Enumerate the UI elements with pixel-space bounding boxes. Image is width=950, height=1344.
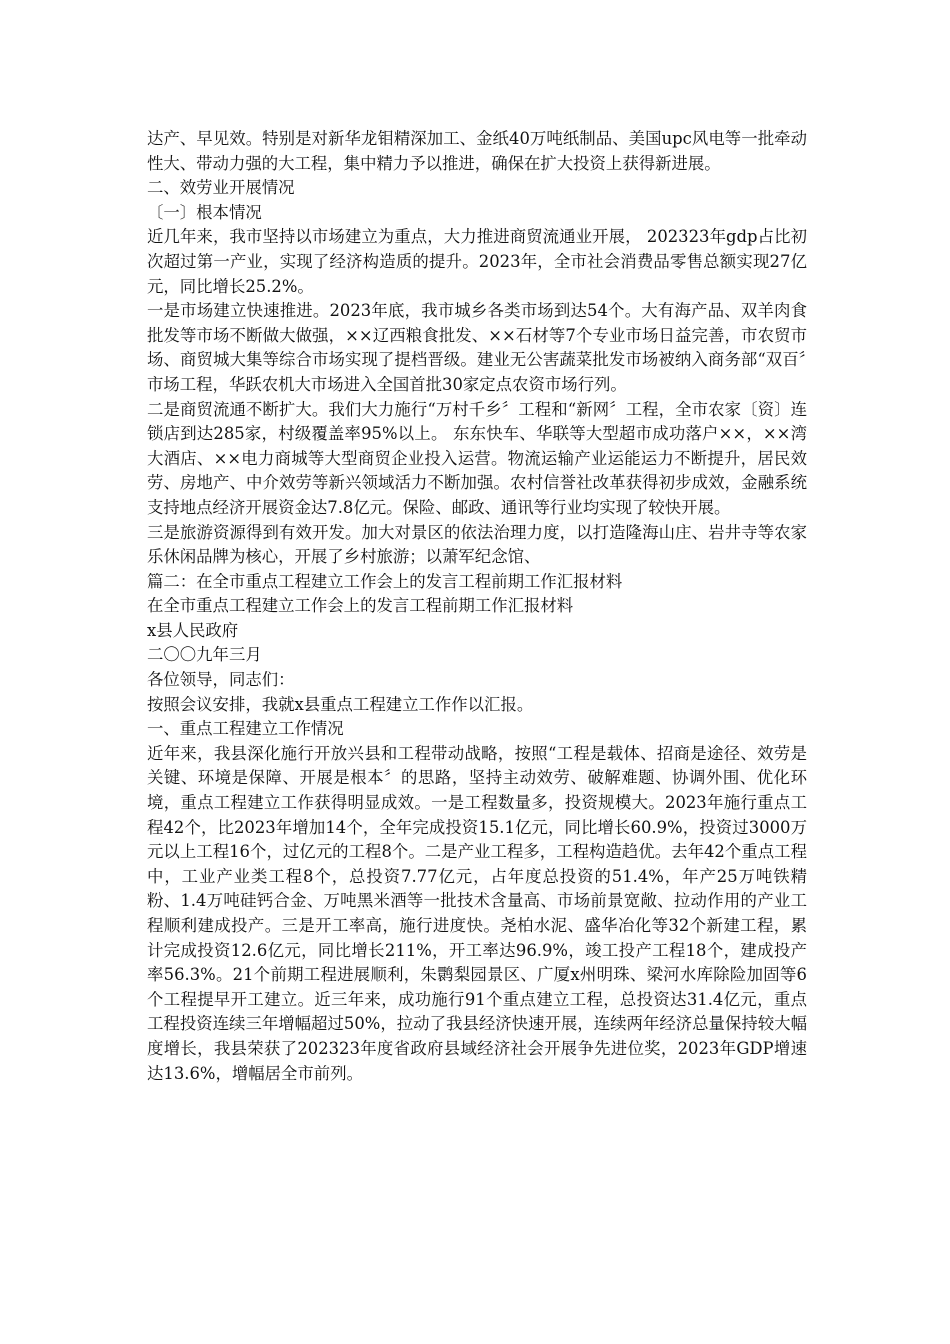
- section-heading-service: 二、效劳业开展情况: [147, 178, 295, 198]
- paragraph-intro: 按照会议安排，我就x县重点工程建立工作作以汇报。: [147, 694, 534, 714]
- salutation: 各位领导，同志们：: [147, 670, 295, 690]
- paragraph-continuation: 达产、早见效。特别是对新华龙钼精深加工、金纸40万吨纸制品、美国upc风电等一批牵动性大、带动力强的大工程，集中精力予以推进，确保在扩大投资上获得新进展。: [147, 129, 807, 173]
- document-author: x县人民政府: [147, 620, 239, 640]
- paragraph-overview: 近几年来，我市坚持以市场建立为重点，大力推进商贸流通业开展， 202323年gdp占比初次超过第一产业，实现了经济构造质的提升。2023年，全市社会消费品零售总额实现27亿元，同比增长25.2%。: [147, 227, 807, 296]
- document-body: [147, 127, 807, 1086]
- document-title: 在全市重点工程建立工作会上的发言工程前期工作汇报材料: [147, 596, 574, 616]
- paragraph-market-construction: 一是市场建立快速推进。2023年底，我市城乡各类市场到达54个。大有海产品、双羊肉食批发等市场不断做大做强，××辽西粮食批发、××石材等7个专业市场日益完善，市农贸市场、商贸城大集等综合市场实现了提档晋级。建业无公害蔬菜批发市场被纳入商务部“双百〞市场工程，华跃农机大市场进入全国首批30家定点农资市场行列。: [147, 301, 807, 394]
- document-date: 二〇〇九年三月: [147, 645, 262, 665]
- section-heading-projects: 一、重点工程建立工作情况: [147, 719, 344, 739]
- paragraph-tourism: 三是旅游资源得到有效开发。加大对景区的依法治理力度，以打造隆海山庄、岩井寺等农家乐休闲品牌为核心，开展了乡村旅游；以萧军纪念馆、: [147, 522, 807, 567]
- paragraph-project-details: 近年来，我县深化施行开放兴县和工程带动战略，按照“工程是载体、招商是途径、效劳是关键、环境是保障、开展是根本〞的思路，坚持主动效劳、破解难题、协调外围、优化环境，重点工程建立工作获得明显成效。一是工程数量多，投资规模大。2023年施行重点工程42个，比2023年增加14个，全年完成投资15.1亿元，同比增长60.9%，投资过3000万元以上工程16个，过亿元的工程8个。二是产业工程多，工程构造趋优。去年42个重点工程中，工业产业类工程8个，总投资7.77亿元，占年度总投资的51.4%，年产25万吨铁精粉、1.4万吨硅钙合金、万吨黑米酒等一批技术含量高、市场前景宽敞、拉动作用的产业工程顺利建成投产。三是开工率高，施行进度快。尧柏水泥、盛华冶化等32个新建工程，累计完成投资12.6亿元，同比增长211%，开工率达96.9%，竣工投产工程18个，建成投产率56.3%。21个前期工程进展顺利，朱鹮梨园景区、广厦x州明珠、梁河水库除险加固等6个工程提早开工建立。近三年来，成功施行91个重点建立工程，总投资达31.4亿元，重点工程投资连续三年增幅超过50%，拉动了我县经济快速开展，连续两年经济总量保持较大幅度增长，我县荣获了202323年度省政府县域经济社会开展争先进位奖，2023年GDP增速达13.6%，增幅居全市前列。: [147, 743, 807, 1083]
- article-heading: 篇二：在全市重点工程建立工作会上的发言工程前期工作汇报材料: [147, 571, 623, 591]
- subsection-heading-basic: 〔一〕根本情况: [147, 202, 262, 222]
- paragraph-trade-circulation: 二是商贸流通不断扩大。我们大力施行“万村千乡〞工程和“新网〞工程，全市农家〔资〕连锁店到达285家，村级覆盖率95%以上。 东东快车、华联等大型超市成功落户××，××湾大酒店、××电力商城等大型商贸企业投入运营。物流运输产业运能运力不断提升，居民效劳、房地产、中介效劳等新兴领域活力不断加强。农村信誉社改革获得初步成效，金融系统支持地点经济开展资金达7.8亿元。保险、邮政、通讯等行业均实现了较快开展。: [147, 399, 807, 517]
